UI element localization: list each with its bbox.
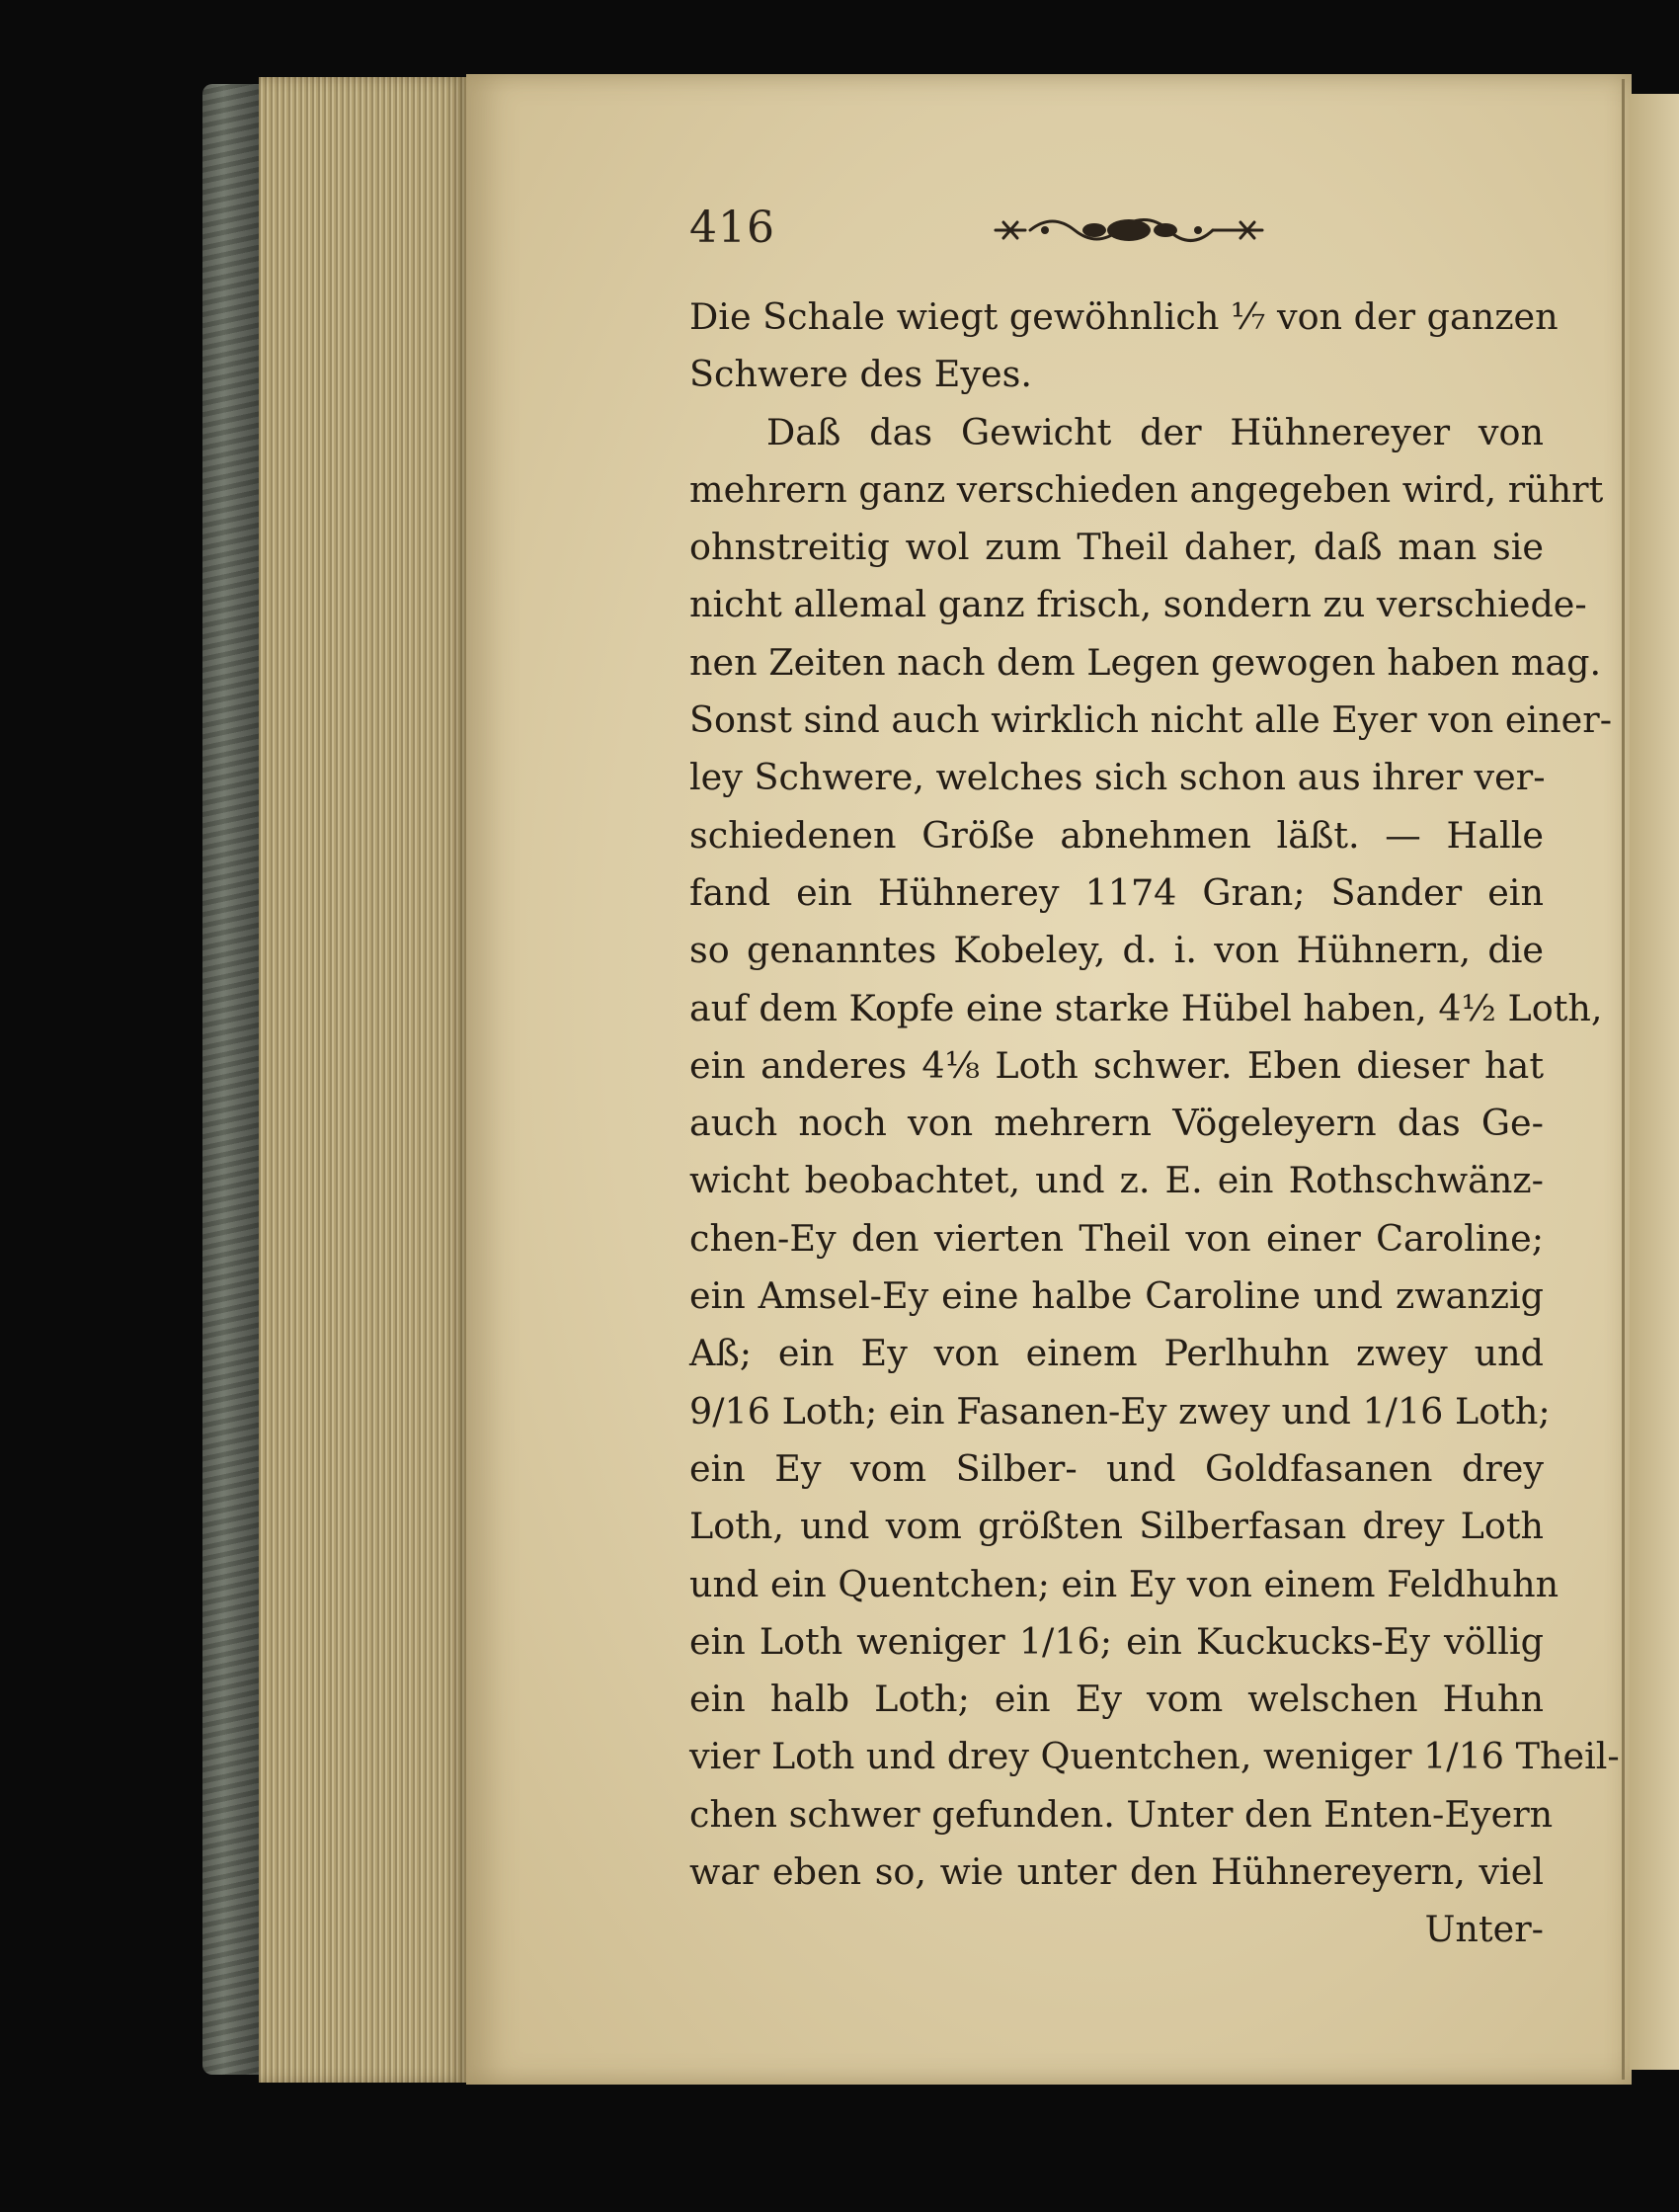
catchword: Unter- bbox=[1424, 1908, 1544, 1951]
text-line: auch noch von mehrern Vögeleyern das Ge- bbox=[689, 1102, 1544, 1145]
text-line: Sonst sind auch wirklich nicht alle Eyer von einer- bbox=[689, 698, 1613, 742]
page-header bbox=[689, 203, 1578, 262]
text-line: wicht beobachtet, und z. E. ein Rothschwänz- bbox=[689, 1159, 1544, 1202]
text-line: war eben so, wie unter den Hühnereyern, viel bbox=[689, 1850, 1544, 1894]
text-line: chen schwer gefunden. Unter den Enten-Eyern bbox=[689, 1792, 1554, 1836]
text-line: ohnstreitig wol zum Theil daher, daß man sie bbox=[689, 526, 1544, 569]
text-line: so genanntes Kobeley, d. i. von Hühnern, die bbox=[689, 929, 1544, 972]
gutter bbox=[1622, 79, 1625, 2080]
page-edges bbox=[259, 77, 466, 2083]
text-line: ein Loth weniger 1/16; ein Kuckucks-Ey völlig bbox=[689, 1619, 1544, 1663]
text-line: auf dem Kopfe eine starke Hübel haben, 4½ Loth, bbox=[689, 986, 1603, 1029]
text-line: ein anderes 4⅛ Loth schwer. Eben dieser hat bbox=[689, 1043, 1544, 1087]
text-line: Aß; ein Ey von einem Perlhuhn zwey und bbox=[689, 1332, 1544, 1375]
body-text bbox=[689, 288, 1620, 1959]
text-line: nicht allemal ganz frisch, sondern zu verschiede- bbox=[689, 583, 1587, 626]
text-line: ein Ey vom Silber- und Goldfasanen drey bbox=[689, 1446, 1544, 1490]
text-line: fand ein Hühnerey 1174 Gran; Sander ein bbox=[689, 870, 1544, 914]
text-line: und ein Quentchen; ein Ey von einem Feldhuhn bbox=[689, 1562, 1559, 1605]
text-line: Daß das Gewicht der Hühnereyer von bbox=[766, 410, 1544, 453]
text-line: ley Schwere, welches sich schon aus ihrer ver- bbox=[689, 756, 1546, 799]
marbled-cover bbox=[202, 84, 264, 2075]
text-line: schiedenen Größe abnehmen läßt. — Halle bbox=[689, 813, 1544, 857]
text-line: ein halb Loth; ein Ey vom welschen Huhn bbox=[689, 1678, 1544, 1721]
text-line: 9/16 Loth; ein Fasanen-Ey zwey und 1/16 Loth; bbox=[689, 1389, 1551, 1433]
ornament-icon bbox=[986, 210, 1272, 250]
facing-page-edge bbox=[1630, 94, 1679, 2070]
text-line: mehrern ganz verschieden angegeben wird, rührt bbox=[689, 467, 1604, 511]
text-line: chen-Ey den vierten Theil von einer Caroline; bbox=[689, 1216, 1544, 1260]
text-line: Die Schale wiegt gewöhnlich ⅐ von der ganzen bbox=[689, 295, 1559, 338]
text-line: nen Zeiten nach dem Legen gewogen haben mag. bbox=[689, 640, 1602, 684]
page-number: 416 bbox=[689, 203, 775, 253]
text-line: vier Loth und drey Quentchen, weniger 1/16 Theil- bbox=[689, 1735, 1620, 1778]
text-line: Schwere des Eyes. bbox=[689, 353, 1032, 396]
text-line: ein Amsel-Ey eine halbe Caroline und zwanzig bbox=[689, 1274, 1544, 1318]
text-line: Loth, und vom größten Silberfasan drey Loth bbox=[689, 1505, 1544, 1548]
